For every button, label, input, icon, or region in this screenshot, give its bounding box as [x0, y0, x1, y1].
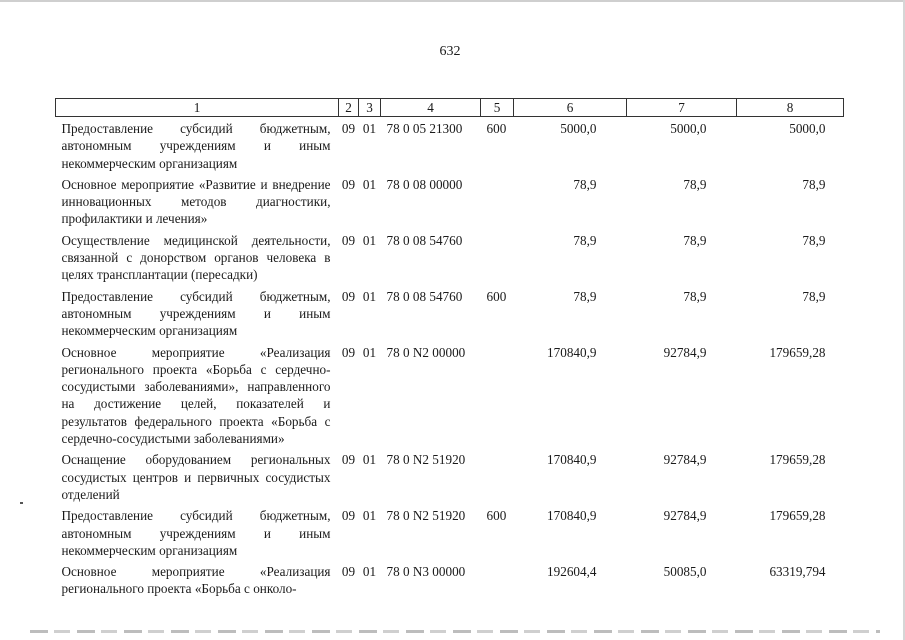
row-amount-col8: 78,9 — [802, 288, 826, 304]
table-row — [56, 448, 844, 504]
row-subsection: 01 — [362, 344, 377, 360]
row-subsection: 01 — [362, 232, 377, 248]
row-amount-col8: 5000,0 — [789, 121, 826, 136]
page-number: 632 — [439, 44, 461, 59]
row-amount-col7: 92784,9 — [663, 452, 707, 468]
row-amount-col7: 92784,9 — [663, 344, 707, 360]
row-amount-col8: 78,9 — [802, 232, 826, 248]
row-amount-col7: 78,9 — [683, 232, 707, 248]
row-name: Предоставление субсидий бюджетным, автономным учреждениям и иным некоммерческим организациям — [61, 288, 331, 339]
scan-bottom-edge — [30, 630, 880, 633]
column-header-6: 6 — [514, 99, 627, 117]
row-amount-col6: 170840,9 — [547, 344, 597, 360]
column-header-7: 7 — [627, 99, 737, 117]
row-name: Основное мероприятие «Реализация регионального проекта «Борьба с онколо- — [61, 564, 331, 597]
row-expense-type: 600 — [486, 121, 507, 136]
row-amount-col6: 170840,9 — [547, 508, 597, 524]
row-expense-type — [481, 229, 514, 285]
row-name: Основное мероприятие «Развитие и внедрение инновационных методов диагностики, профилактики и лечения» — [61, 176, 331, 227]
row-target-code: 78 0 N2 00000 — [386, 344, 466, 360]
row-amount-col8: 78,9 — [802, 176, 826, 192]
row-expense-type — [481, 173, 514, 229]
column-header-8: 8 — [737, 99, 844, 117]
row-target-code: 78 0 N2 51920 — [386, 508, 466, 524]
row-amount-col6: 78,9 — [573, 288, 597, 304]
scan-top-edge — [0, 0, 905, 2]
row-subsection: 01 — [362, 508, 377, 524]
row-expense-type: 600 — [486, 508, 507, 524]
row-section: 09 — [341, 232, 356, 248]
table-row — [56, 117, 844, 173]
row-amount-col7: 92784,9 — [663, 508, 707, 524]
row-amount-col6: 192604,4 — [547, 564, 597, 580]
column-header-5: 5 — [481, 99, 514, 117]
row-section: 09 — [341, 176, 356, 192]
row-subsection: 01 — [362, 564, 377, 580]
row-target-code: 78 0 N3 00000 — [386, 564, 466, 580]
row-amount-col8: 179659,28 — [769, 452, 826, 468]
table-row — [56, 341, 844, 449]
row-section: 09 — [341, 564, 356, 580]
column-header-4: 4 — [381, 99, 481, 117]
budget-table — [55, 98, 844, 599]
row-section: 09 — [341, 452, 356, 468]
row-target-code: 78 0 08 00000 — [386, 176, 463, 192]
table-row — [56, 173, 844, 229]
column-header-1: 1 — [56, 99, 339, 117]
row-name: Основное мероприятие «Реализация регионального проекта «Борьба с сердечно-сосудистыми заболеваниями», направленного на достижение целей, показателей и результатов федерального проекта «Борьба с сердечно-сосудистыми заболеваниями» — [61, 344, 331, 447]
row-expense-type: 600 — [486, 288, 507, 304]
row-amount-col6: 5000,0 — [560, 121, 597, 136]
column-header-3: 3 — [359, 99, 381, 117]
row-section: 09 — [341, 121, 356, 136]
row-amount-col7: 78,9 — [683, 176, 707, 192]
table-body — [56, 117, 844, 599]
row-section: 09 — [341, 508, 356, 524]
row-amount-col7: 78,9 — [683, 288, 707, 304]
row-section: 09 — [341, 344, 356, 360]
row-subsection: 01 — [362, 176, 377, 192]
row-expense-type — [481, 341, 514, 449]
row-amount-col6: 78,9 — [573, 232, 597, 248]
table-row — [56, 560, 844, 599]
row-name: Оснащение оборудованием региональных сосудистых центров и первичных сосудистых отделений — [61, 452, 331, 502]
row-target-code: 78 0 N2 51920 — [386, 452, 466, 468]
table-row — [56, 285, 844, 341]
scan-speck — [20, 502, 23, 504]
row-amount-col7: 5000,0 — [670, 121, 707, 136]
row-target-code: 78 0 08 54760 — [386, 288, 463, 304]
row-section: 09 — [341, 288, 356, 304]
row-target-code: 78 0 08 54760 — [386, 232, 463, 248]
row-name: Предоставление субсидий бюджетным, автономным учреждениям и иным некоммерческим организациям — [61, 508, 331, 558]
row-amount-col8: 179659,28 — [769, 344, 826, 360]
row-expense-type — [481, 560, 514, 599]
row-target-code: 78 0 05 21300 — [386, 121, 463, 136]
table-header-row — [56, 99, 844, 117]
row-name: Осуществление медицинской деятельности, связанной с донорством органов человека в целях трансплантации (пересадки) — [61, 232, 331, 283]
row-amount-col6: 78,9 — [573, 176, 597, 192]
row-expense-type — [481, 448, 514, 504]
table-row — [56, 229, 844, 285]
row-subsection: 01 — [362, 452, 377, 468]
row-subsection: 01 — [362, 288, 377, 304]
row-amount-col6: 170840,9 — [547, 452, 597, 468]
row-amount-col7: 50085,0 — [663, 564, 707, 580]
row-amount-col8: 179659,28 — [769, 508, 826, 524]
column-header-2: 2 — [339, 99, 359, 117]
row-subsection: 01 — [362, 121, 377, 136]
table-row — [56, 504, 844, 560]
row-name: Предоставление субсидий бюджетным, автономным учреждениям и иным некоммерческим организациям — [61, 121, 331, 171]
row-amount-col8: 63319,794 — [769, 564, 826, 580]
